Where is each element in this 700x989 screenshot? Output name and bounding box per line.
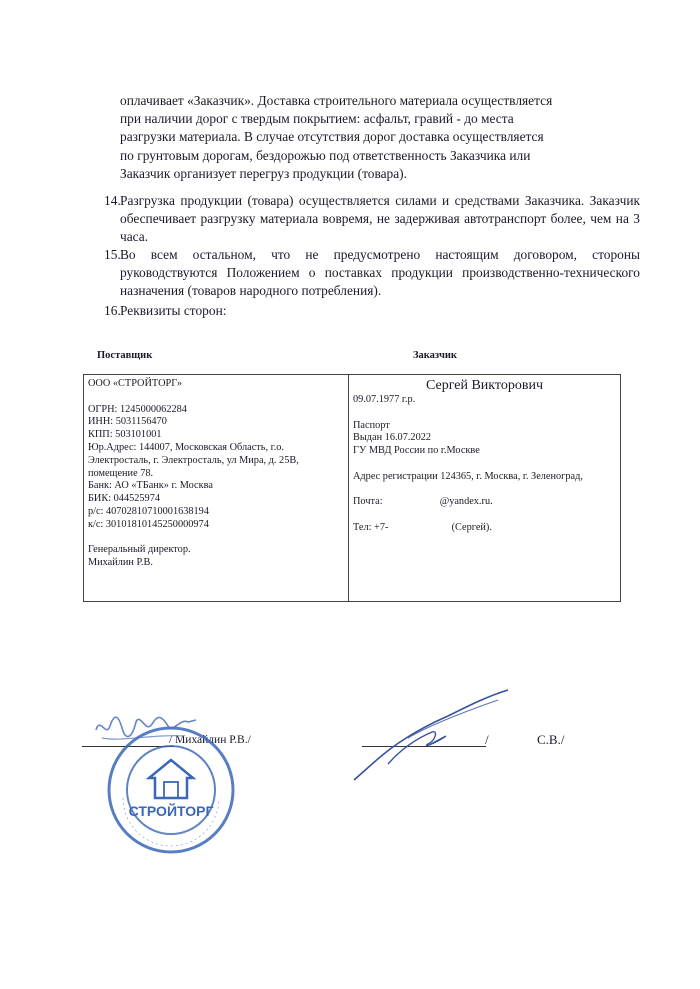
paragraph-delivery <box>120 92 640 183</box>
clause-number: 15. <box>104 247 121 262</box>
customer-passport-issuer: ГУ МВД России по г.Москве <box>353 445 480 457</box>
clause-text: Разгрузка продукции (товара) осуществляется силами и средствами Заказчика. Заказчик обеспечивает разгрузку материала вовремя, не задерживая автотранспорт более, чем на 3 часа. <box>120 193 640 245</box>
supplier-name: ООО «СТРОЙТОРГ» <box>88 378 183 389</box>
customer-name: Сергей Викторович <box>425 378 543 393</box>
supplier-bank: Банк: АО «ТБанк» г. Москва <box>88 480 213 492</box>
text-line: по грунтовым дорогам, бездорожью под ответственность Заказчика или <box>120 147 531 163</box>
customer-phone <box>353 522 616 535</box>
customer-dob: 09.07.1977 г.р. <box>353 394 416 405</box>
email-value: @yandex.ru. <box>439 496 493 508</box>
supplier-account: р/с: 40702810710001638194 <box>88 505 209 517</box>
text-line: разгрузки материала. В случае отсутствия дорог доставка осуществляется <box>120 129 544 145</box>
customer-signature-slash: / <box>485 732 489 747</box>
supplier-bik: БИК: 044525974 <box>88 493 160 505</box>
customer-cell <box>349 375 621 602</box>
phone-label: Тел: +7- <box>353 521 389 533</box>
clause-text: Реквизиты сторон: <box>120 303 227 318</box>
stamp-brand: СТРОЙТОРГ <box>128 803 214 819</box>
supplier-ogrn: ОГРН: 1245000062284 <box>88 403 187 415</box>
text-line: Заказчик организует перегруз продукции (товара). <box>120 165 407 181</box>
director-name: Михайлин Р.В. <box>88 557 153 569</box>
text-line: оплачивает «Заказчик». Доставка строительного материала осуществляется <box>120 93 553 108</box>
clause-14 <box>104 192 640 247</box>
clause-number: 16. <box>104 303 121 318</box>
customer-passport-issued: Выдан 16.07.2022 <box>353 432 432 444</box>
clause-16 <box>104 302 640 320</box>
customer-email <box>353 496 616 509</box>
phone-value: (Сергей). <box>451 521 492 533</box>
customer-signature-name: С.В./ <box>537 732 565 747</box>
clause-15 <box>104 246 640 301</box>
customer-passport: Паспорт <box>353 419 390 431</box>
customer-handwritten-signature <box>348 688 518 788</box>
email-label: Почта: <box>353 496 383 508</box>
director-title: Генеральный директор. <box>88 544 191 556</box>
supplier-kpp: КПП: 503101001 <box>88 429 162 441</box>
customer-address: Адрес регистрации 124365, г. Москва, г. Зеленоград, <box>353 470 583 482</box>
customer-header: Заказчик <box>413 350 457 361</box>
supplier-inn: ИНН: 5031156470 <box>88 416 167 428</box>
supplier-corr-account: к/с: 30101810145250000974 <box>88 518 209 530</box>
supplier-address: Юр.Адрес: 144007, Московская Область, г.о. Электросталь, г. Электросталь, ул Мира, д. 25В, помещение 78. <box>88 441 299 479</box>
supplier-header: Поставщик <box>97 350 153 361</box>
text-line: при наличии дорог с твердым покрытием: асфальт, гравий - до места <box>120 111 514 127</box>
supplier-handwritten-signature <box>92 708 202 748</box>
clause-number: 14. <box>104 193 121 208</box>
supplier-cell <box>84 375 349 602</box>
requisites-table <box>83 374 621 602</box>
clause-text: Во всем остальном, что не предусмотрено настоящим договором, стороны руководствуются Положением о поставках продукции производственно-технического назначения (товаров народного потребления). <box>120 247 640 299</box>
supplier-signature-name: / Михайлин Р.В./ <box>169 734 251 746</box>
